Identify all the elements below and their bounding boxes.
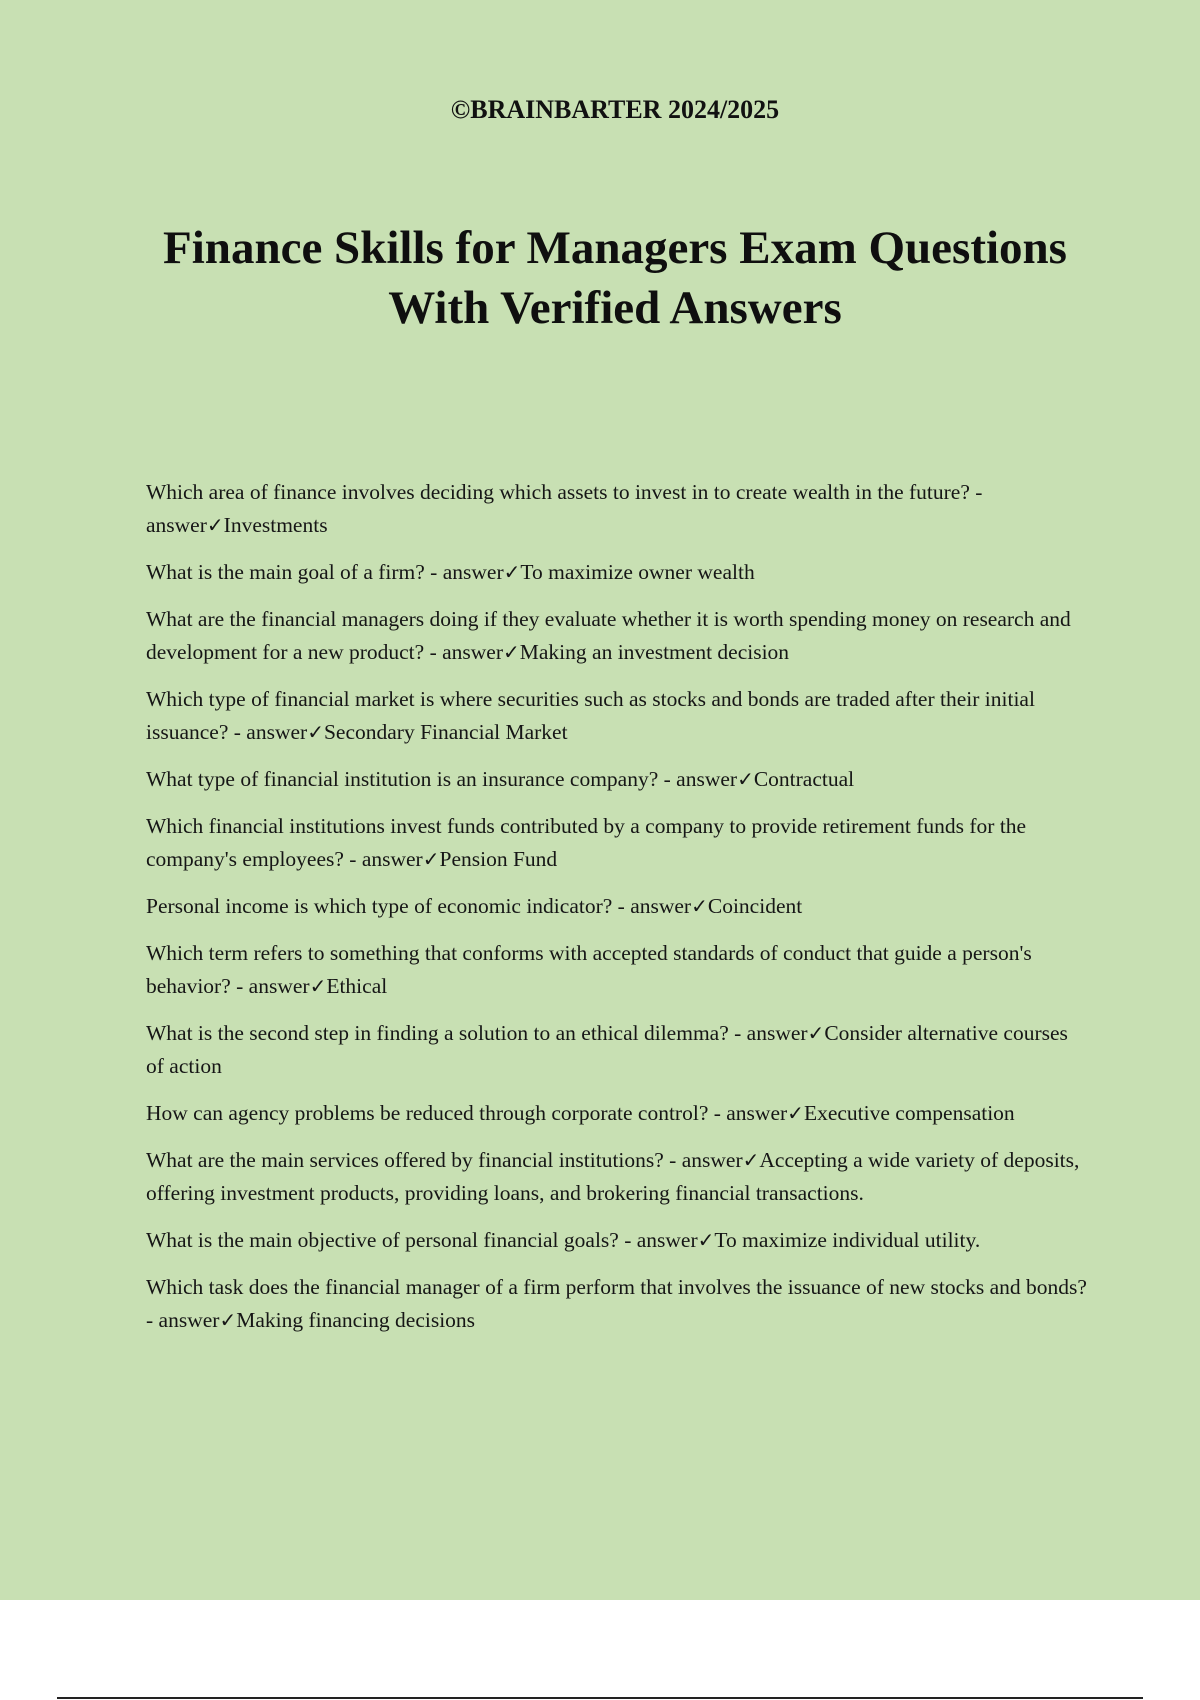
qa-item [146,937,1091,1003]
check-icon: ✓ [206,513,224,537]
check-icon: ✓ [742,1148,760,1172]
question-text: Which financial institutions invest funds contributed by a company to provide retirement funds for the company's employees? - answer [146,814,1027,871]
qa-item [146,603,1091,669]
question-text: What are the main services offered by financial institutions? - answer [146,1148,743,1172]
answer-text: Contractual [753,767,855,791]
answer-text: To maximize individual utility. [714,1228,981,1252]
answer-text: Consider alternative courses of action [146,1021,1068,1078]
qa-item [146,890,1091,923]
question-text: What is the second step in finding a solution to an ethical dilemma? - answer [146,1021,808,1045]
footer-divider [57,1697,1143,1699]
question-text: Personal income is which type of economic indicator? - answer [146,894,692,918]
question-text: What are the financial managers doing if they evaluate whether it is worth spending money on research and development for a new product? - answer [146,607,1071,664]
answer-text: Coincident [707,894,803,918]
qa-item [146,1271,1091,1337]
question-text: How can agency problems be reduced through corporate control? - answer [146,1101,788,1125]
answer-text: Accepting a wide variety of deposits, offering investment products, providing loans, and brokering financial transactions. [146,1148,1080,1205]
check-icon: ✓ [219,1308,237,1332]
qa-list [146,476,1091,1351]
qa-item [146,1224,1091,1257]
question-text: What is the main objective of personal financial goals? - answer [146,1228,698,1252]
answer-text: Making an investment decision [519,640,790,664]
qa-item [146,1017,1091,1083]
check-icon: ✓ [737,767,754,791]
question-text: What is the main goal of a firm? - answer [146,560,504,584]
qa-item [146,1144,1091,1210]
question-text: Which type of financial market is where securities such as stocks and bonds are traded after their initial issuance? - answer [146,687,1035,744]
qa-item [146,763,1091,796]
answer-text: Secondary Financial Market [323,720,568,744]
question-text: Which term refers to something that conforms with accepted standards of conduct that guide a person's behavior? - answer [146,941,1032,998]
qa-item [146,1097,1091,1130]
qa-item [146,556,1091,589]
answer-text: Pension Fund [439,847,558,871]
check-icon: ✓ [503,640,520,664]
answer-text: Executive compensation [803,1101,1015,1125]
check-icon: ✓ [697,1228,715,1252]
check-icon: ✓ [503,560,521,584]
check-icon: ✓ [787,1101,804,1125]
answer-text: Making financing decisions [236,1308,476,1332]
qa-item [146,476,1091,542]
check-icon: ✓ [309,974,327,998]
question-text: What type of financial institution is an insurance company? - answer [146,767,738,791]
answer-text: To maximize owner wealth [520,560,755,584]
document-title: Finance Skills for Managers Exam Questions With Verified Answers [163,222,1067,334]
check-icon: ✓ [691,894,708,918]
check-icon: ✓ [807,1021,825,1045]
question-text: Which area of finance involves deciding which assets to invest in to create wealth in the future? - answer [146,480,983,537]
qa-item [146,683,1091,749]
check-icon: ✓ [307,720,324,744]
question-text: Which task does the financial manager of a firm perform that involves the issuance of new stocks and bonds? - answer [146,1275,1087,1332]
answer-text: Investments [223,513,328,537]
copyright-header: ©BRAINBARTER 2024/2025 [450,95,780,124]
answer-text: Ethical [326,974,388,998]
qa-item [146,810,1091,876]
check-icon: ✓ [422,847,440,871]
